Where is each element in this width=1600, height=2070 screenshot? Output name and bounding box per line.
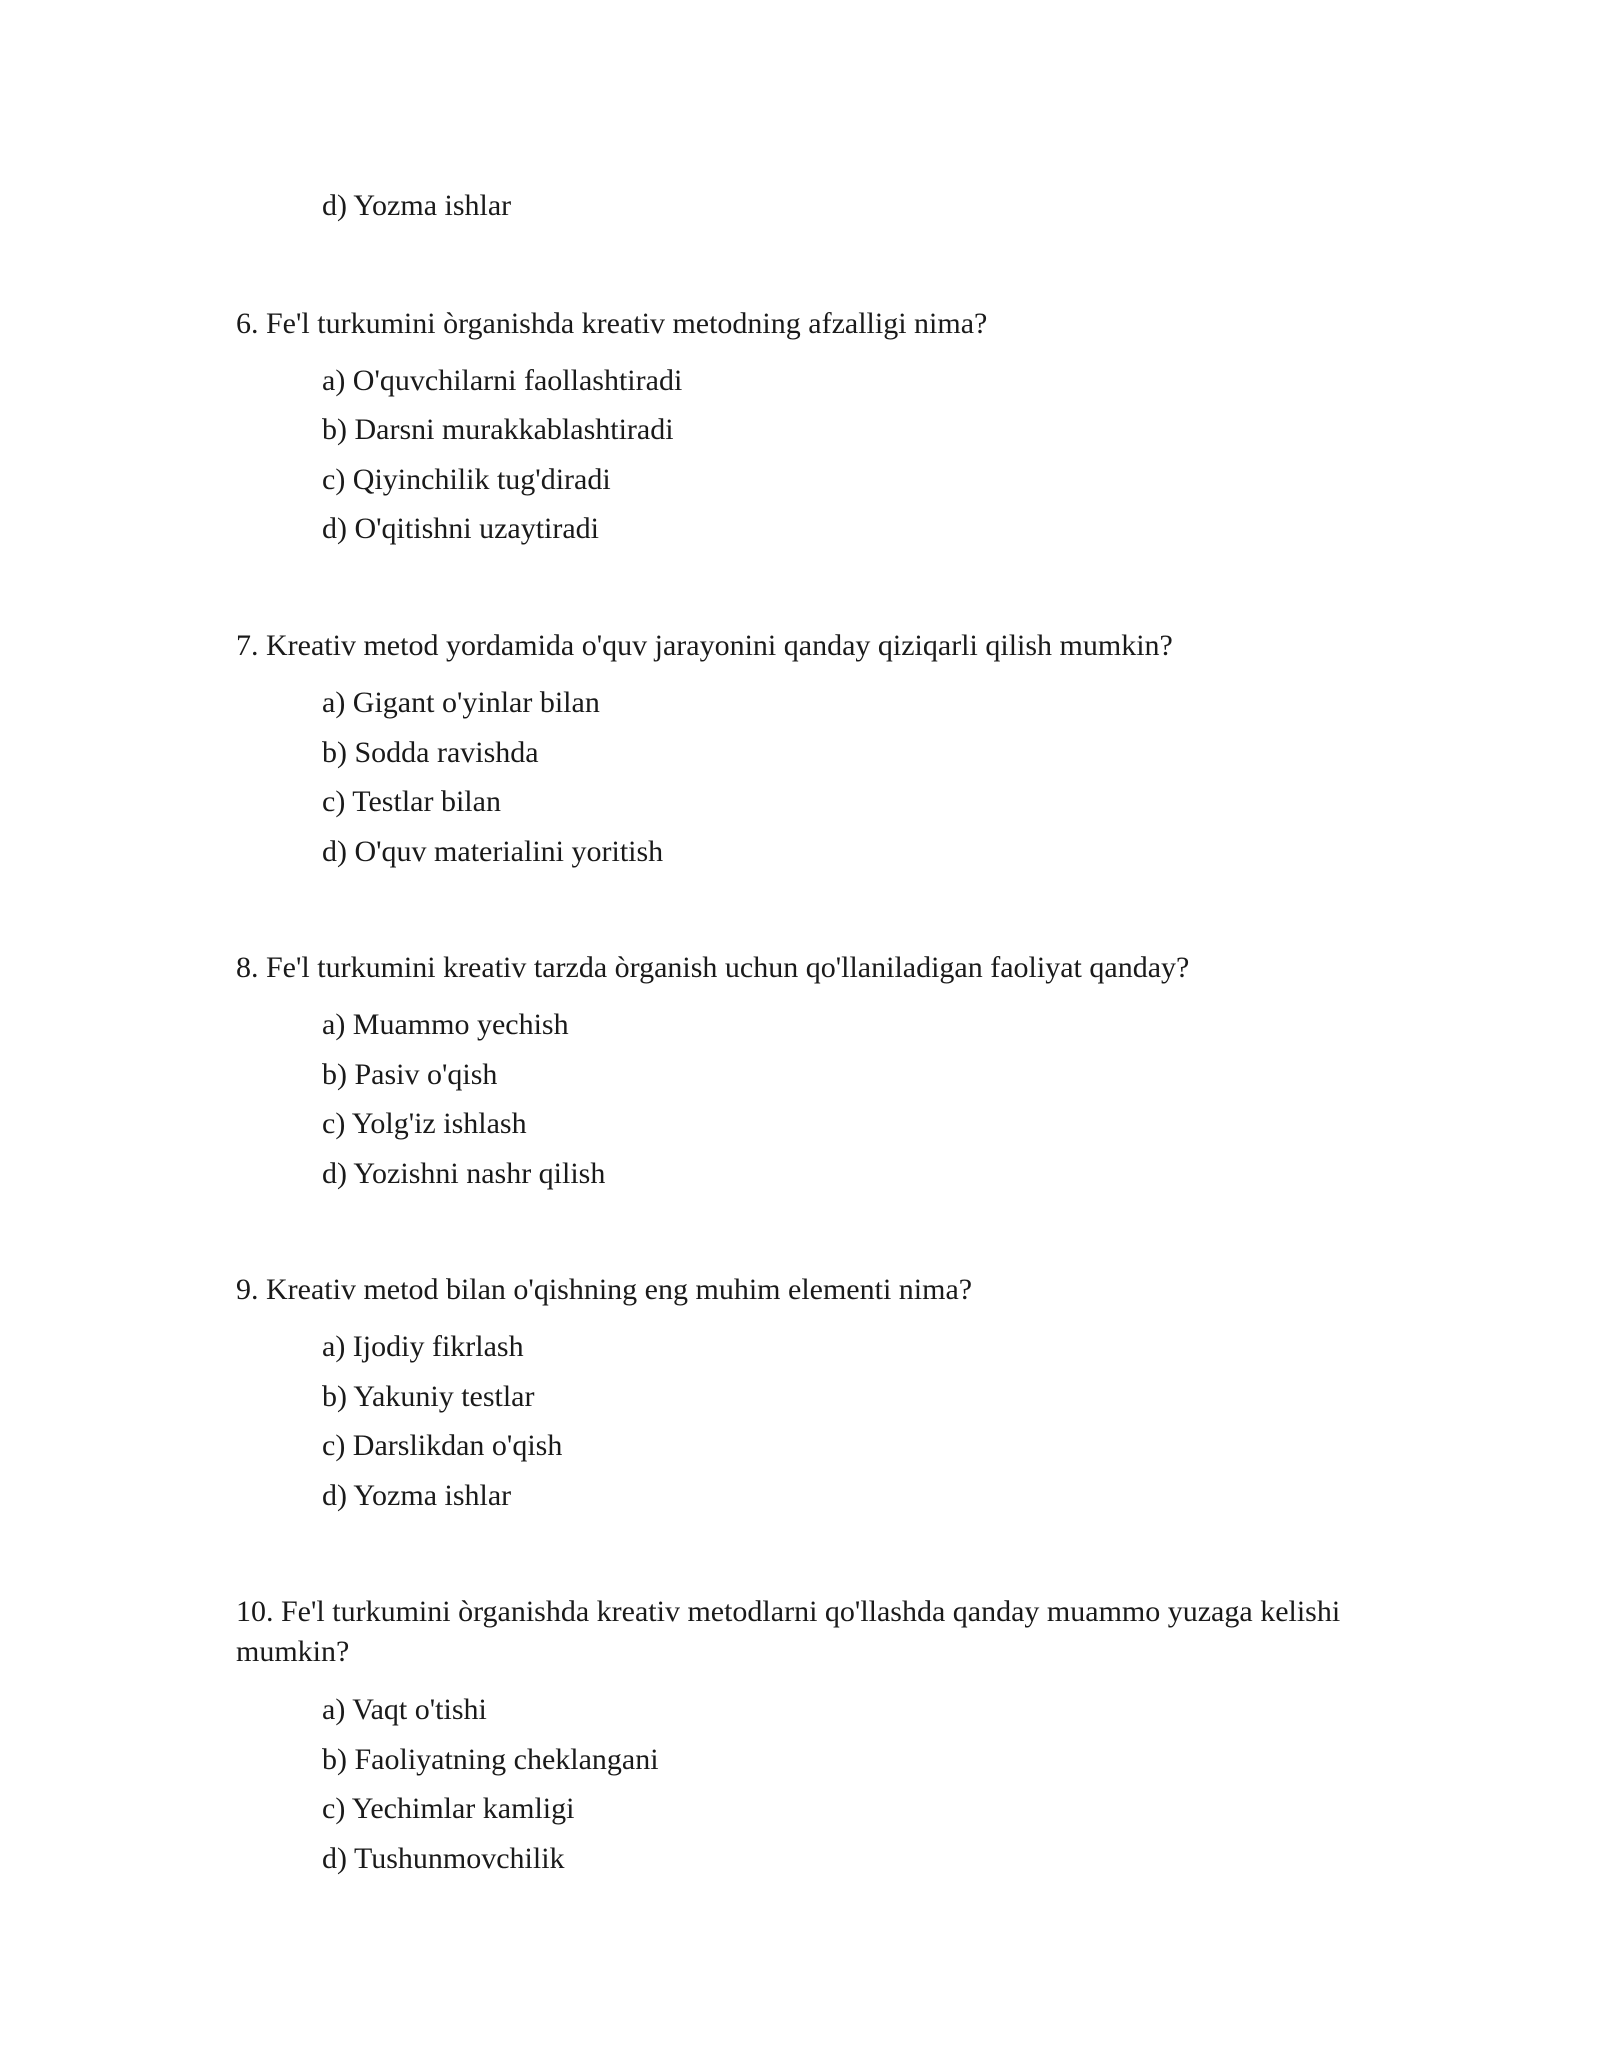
answer-option: b) Pasiv o'qish	[322, 1058, 498, 1091]
answer-option: d) O'quv materialini yoritish	[322, 835, 664, 868]
answer-option: b) Darsni murakkablashtiradi	[322, 413, 674, 446]
question-text: 7. Kreativ metod yordamida o'quv jarayonini qanday qiziqarli qilish mumkin?	[236, 629, 1173, 662]
answer-option: a) Ijodiy fikrlash	[322, 1330, 524, 1363]
answer-option: b) Faoliyatning cheklangani	[322, 1743, 659, 1776]
question-text: 10. Fe'l turkumini òrganishda kreativ metodlarni qo'llashda qanday muammo yuzaga kelishi mumkin?	[236, 1595, 1341, 1668]
answer-option: c) Yechimlar kamligi	[322, 1792, 575, 1825]
answer-option: d) Yozishni nashr qilish	[322, 1157, 606, 1190]
answer-option: a) O'quvchilarni faollashtiradi	[322, 364, 683, 397]
answer-option: d) O'qitishni uzaytiradi	[322, 512, 600, 545]
answer-option: d) Tushunmovchilik	[322, 1842, 565, 1875]
answer-option: a) Vaqt o'tishi	[322, 1693, 487, 1726]
answer-option: b) Sodda ravishda	[322, 736, 539, 769]
question-text: 8. Fe'l turkumini kreativ tarzda òrganish uchun qo'llaniladigan faoliyat qanday?	[236, 951, 1190, 984]
answer-option: a) Gigant o'yinlar bilan	[322, 686, 600, 719]
answer-option: d) Yozma ishlar	[322, 189, 512, 222]
answer-option: b) Yakuniy testlar	[322, 1380, 535, 1413]
answer-option: c) Darslikdan o'qish	[322, 1429, 563, 1462]
answer-option: c) Testlar bilan	[322, 785, 501, 818]
question-text: 6. Fe'l turkumini òrganishda kreativ metodning afzalligi nima?	[236, 307, 988, 340]
answer-option: d) Yozma ishlar	[322, 1479, 512, 1512]
question-text: 9. Kreativ metod bilan o'qishning eng muhim elementi nima?	[236, 1273, 973, 1306]
answer-option: c) Yolg'iz ishlash	[322, 1107, 527, 1140]
answer-option: a) Muammo yechish	[322, 1008, 569, 1041]
answer-option: c) Qiyinchilik tug'diradi	[322, 463, 611, 496]
